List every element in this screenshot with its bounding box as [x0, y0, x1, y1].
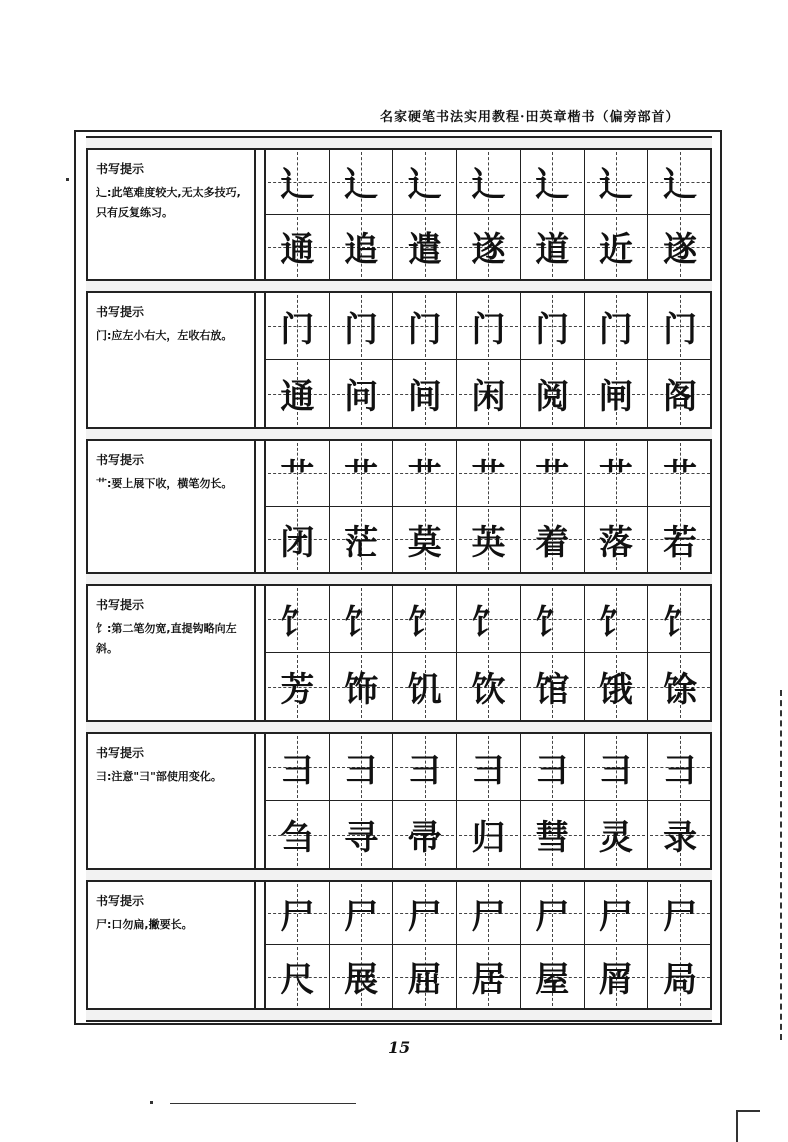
radical-cell: 尸 [330, 882, 394, 945]
character-cell: 遣 [393, 215, 457, 280]
scan-mark [150, 1101, 153, 1104]
footer-rule [170, 1103, 356, 1104]
radical-cell: 彐 [585, 734, 649, 801]
radical-cell: 彐 [457, 734, 521, 801]
radical-cell: 门 [457, 293, 521, 360]
character-cell: 落 [585, 507, 649, 573]
character-cell: 屋 [521, 945, 585, 1008]
radical-cell: 尸 [585, 882, 649, 945]
character-cell: 茫 [330, 507, 394, 573]
radical-cell: 饣 [393, 586, 457, 653]
tip-text: 门:应左小右大，左收右放。 [96, 329, 233, 342]
radical-cell: 彐 [330, 734, 394, 801]
radical-cell: 艹 [521, 441, 585, 507]
radical-cell: 彐 [648, 734, 712, 801]
character-cell: 展 [330, 945, 394, 1008]
character-cell: 馀 [648, 653, 712, 720]
practice-section-6 [86, 882, 712, 1008]
character-cell: 近 [585, 215, 649, 280]
writing-tip [88, 734, 256, 868]
page-number: 15 [388, 1038, 411, 1057]
practice-grid [264, 293, 712, 427]
practice-grid [264, 586, 712, 720]
tip-title: 书写提示 [96, 305, 145, 319]
character-cell: 归 [457, 801, 521, 868]
practice-section-1 [86, 150, 712, 279]
character-cell: 馆 [521, 653, 585, 720]
writing-tip [88, 293, 256, 427]
character-cell: 屈 [393, 945, 457, 1008]
character-cell: 局 [648, 945, 712, 1008]
radical-cell: 饣 [266, 586, 330, 653]
tip-text: 彐:注意"彐"部使用变化。 [96, 770, 222, 783]
character-cell: 彗 [521, 801, 585, 868]
section-divider [86, 1008, 712, 1022]
tip-text: 辶:此笔难度较大,无太多技巧,只有反复练习。 [96, 186, 241, 219]
character-cell: 英 [457, 507, 521, 573]
radical-cell: 门 [330, 293, 394, 360]
character-cell: 饮 [457, 653, 521, 720]
character-cell: 录 [648, 801, 712, 868]
character-cell: 追 [330, 215, 394, 280]
section-divider [86, 427, 712, 441]
practice-section-2 [86, 293, 712, 427]
radical-cell: 彐 [521, 734, 585, 801]
book-header: 名家硬笔书法实用教程·田英章楷书（偏旁部首） [380, 110, 680, 125]
character-cell: 闭 [266, 507, 330, 573]
character-cell: 灵 [585, 801, 649, 868]
radical-cell: 辶 [330, 150, 394, 215]
radical-cell: 门 [266, 293, 330, 360]
practice-section-3 [86, 441, 712, 572]
practice-grid [264, 150, 712, 279]
radical-cell: 饣 [521, 586, 585, 653]
writing-tip [88, 882, 256, 1008]
radical-cell: 辶 [585, 150, 649, 215]
character-cell: 饥 [393, 653, 457, 720]
tip-text: 饣:第二笔勿宽,直提钩略向左斜。 [96, 622, 237, 655]
character-cell: 居 [457, 945, 521, 1008]
character-cell: 阁 [648, 360, 712, 427]
radical-cell: 辶 [521, 150, 585, 215]
practice-section-4 [86, 586, 712, 720]
radical-cell: 彐 [393, 734, 457, 801]
radical-cell: 门 [393, 293, 457, 360]
character-cell: 帚 [393, 801, 457, 868]
writing-tip [88, 441, 256, 572]
writing-tip [88, 150, 256, 279]
character-cell: 遂 [648, 215, 712, 280]
radical-cell: 辶 [648, 150, 712, 215]
character-cell: 饿 [585, 653, 649, 720]
radical-cell: 艹 [266, 441, 330, 507]
radical-cell: 艹 [457, 441, 521, 507]
radical-cell: 尸 [648, 882, 712, 945]
radical-cell: 艹 [330, 441, 394, 507]
radical-cell: 尸 [521, 882, 585, 945]
radical-cell: 辶 [457, 150, 521, 215]
section-divider [86, 279, 712, 293]
character-cell: 通 [266, 360, 330, 427]
radical-cell: 艹 [393, 441, 457, 507]
radical-cell: 辶 [393, 150, 457, 215]
scan-mark [66, 178, 69, 181]
character-cell: 通 [266, 215, 330, 280]
practice-grid [264, 441, 712, 572]
radical-cell: 艹 [585, 441, 649, 507]
character-cell: 遂 [457, 215, 521, 280]
character-cell: 莫 [393, 507, 457, 573]
character-cell: 饰 [330, 653, 394, 720]
radical-cell: 辶 [266, 150, 330, 215]
tip-text: 尸:口勿扁,撇要长。 [96, 918, 193, 931]
practice-section-5 [86, 734, 712, 868]
radical-cell: 彐 [266, 734, 330, 801]
radical-cell: 门 [648, 293, 712, 360]
character-cell: 道 [521, 215, 585, 280]
tip-title: 书写提示 [96, 453, 145, 467]
section-divider [86, 868, 712, 882]
section-divider [86, 572, 712, 586]
character-cell: 着 [521, 507, 585, 573]
radical-cell: 尸 [393, 882, 457, 945]
character-cell: 屑 [585, 945, 649, 1008]
radical-cell: 饣 [585, 586, 649, 653]
radical-cell: 饣 [330, 586, 394, 653]
character-cell: 寻 [330, 801, 394, 868]
tip-title: 书写提示 [96, 746, 145, 760]
practice-grid [264, 734, 712, 868]
character-cell: 芳 [266, 653, 330, 720]
scan-edge-mark [780, 690, 782, 1040]
character-cell: 闲 [457, 360, 521, 427]
radical-cell: 尸 [266, 882, 330, 945]
radical-cell: 门 [585, 293, 649, 360]
scan-corner-mark [736, 1110, 760, 1142]
writing-tip [88, 586, 256, 720]
radical-cell: 饣 [648, 586, 712, 653]
tip-title: 书写提示 [96, 162, 145, 176]
practice-grid [264, 882, 712, 1008]
tip-title: 书写提示 [96, 598, 145, 612]
character-cell: 尺 [266, 945, 330, 1008]
character-cell: 阅 [521, 360, 585, 427]
tip-text: 艹:要上展下收，横笔勿长。 [96, 477, 233, 490]
radical-cell: 尸 [457, 882, 521, 945]
radical-cell: 艹 [648, 441, 712, 507]
character-cell: 闸 [585, 360, 649, 427]
radical-cell: 饣 [457, 586, 521, 653]
radical-cell: 门 [521, 293, 585, 360]
section-divider [86, 136, 712, 150]
section-divider [86, 720, 712, 734]
character-cell: 若 [648, 507, 712, 573]
character-cell: 间 [393, 360, 457, 427]
tip-title: 书写提示 [96, 894, 145, 908]
character-cell: 刍 [266, 801, 330, 868]
character-cell: 问 [330, 360, 394, 427]
